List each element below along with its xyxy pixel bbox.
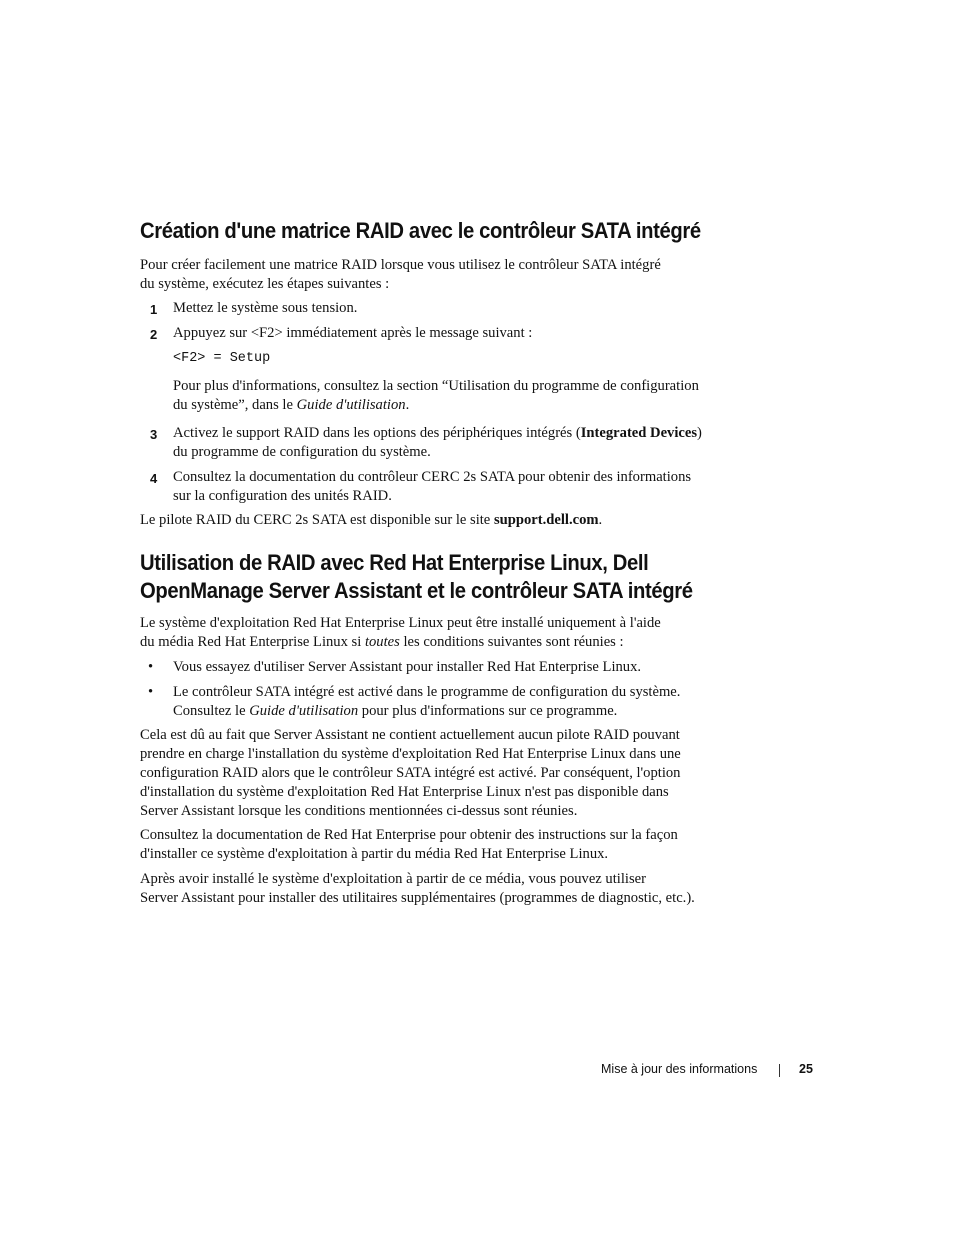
bullet-text: Vous essayez d'utiliser Server Assistant pour installer Red Hat Enterprise Linux. [173,659,642,675]
note-text: . [405,397,410,413]
driver-availability [140,511,780,530]
paragraph-line: Cela est dû au fait que Server Assistant ne contient actuellement aucun pilote RAID pouvant [140,727,680,743]
bullet-icon: • [148,659,154,675]
note-line [173,396,763,415]
section-heading-rhel-raid [140,549,747,605]
bullet-text-part: pour plus d'informations sur ce programme. [358,703,618,719]
guide-reference: Guide d'utilisation [249,703,359,719]
intro-line: Le système d'exploitation Red Hat Enterprise Linux peut être installé uniquement à l'aide [140,615,661,631]
documentation-paragraph [140,826,780,864]
step-text: Appuyez sur <F2> immédiatement après le message suivant : [173,325,533,341]
step-2-note [173,377,763,415]
bullet-line: Le contrôleur SATA intégré est activé dans le programme de configuration du système. [173,684,681,700]
step-text-part: Activez le support RAID dans les options des périphériques intégrés ( [173,425,581,441]
paragraph-line: d'installer ce système d'exploitation à partir du média Red Hat Enterprise Linux. [140,846,609,862]
explanation-paragraph [140,726,780,821]
page-number: 25 [799,1062,813,1076]
step-text [173,468,748,506]
step-text [173,424,748,462]
intro-line: du système, exécutez les étapes suivantes : [140,276,390,292]
driver-text: . [598,512,603,528]
section1-intro [140,256,780,294]
step-text-part: ) [697,425,702,441]
intro-text: du média Red Hat Enterprise Linux si [140,634,365,650]
section2-intro [140,614,780,652]
bullet-line [173,702,748,721]
emphasis: toutes [364,634,400,650]
paragraph-line: Après avoir installé le système d'exploitation à partir de ce média, vous pouvez utiliser [140,871,646,887]
step-line: Consultez la documentation du contrôleur CERC 2s SATA pour obtenir des informations [173,469,692,485]
bullet-icon: • [148,684,154,700]
footer-divider [779,1064,780,1077]
intro-line [140,633,780,652]
paragraph-line: Consultez la documentation de Red Hat Enterprise pour obtenir des instructions sur la façon [140,827,678,843]
intro-text: les conditions suivantes sont réunies : [399,634,624,650]
heading-line: OpenManage Server Assistant et le contrôleur SATA intégré [140,578,693,603]
step-number: 2 [150,327,158,342]
heading-line: Utilisation de RAID avec Red Hat Enterprise Linux, Dell [140,550,649,575]
step-text: Mettez le système sous tension. [173,300,358,316]
footer-section-name: Mise à jour des informations [601,1062,758,1076]
paragraph-line: prendre en charge l'installation du système d'exploitation Red Hat Enterprise Linux dans une [140,746,681,762]
step-number: 3 [150,427,158,442]
step-line: du programme de configuration du système. [173,444,431,460]
driver-text: Le pilote RAID du CERC 2s SATA est disponible sur le site [140,512,494,528]
paragraph-line: Server Assistant lorsque les conditions mentionnées ci-dessus sont réunies. [140,803,578,819]
guide-reference: Guide d'utilisation [296,397,406,413]
paragraph-line: configuration RAID alors que le contrôleur SATA intégré est activé. Par conséquent, l'option [140,765,681,781]
note-text: du système”, dans le [173,397,297,413]
note-line: Pour plus d'informations, consultez la section “Utilisation du programme de configuration [173,378,699,394]
step-line: sur la configuration des unités RAID. [173,488,392,504]
intro-line: Pour créer facilement une matrice RAID lorsque vous utilisez le contrôleur SATA intégré [140,257,661,273]
bullet-text-part: Consultez le [173,703,250,719]
code-sample: <F2> = Setup [173,351,271,366]
section-heading-raid-creation: Création d'une matrice RAID avec le contrôleur SATA intégré [140,218,701,243]
menu-term: Integrated Devices [580,425,698,441]
post-install-paragraph [140,870,780,908]
paragraph-line: d'installation du système d'exploitation Red Hat Enterprise Linux n'est pas disponible dans [140,784,669,800]
step-line [173,424,748,443]
step-number: 4 [150,471,158,486]
step-number: 1 [150,302,158,317]
bullet-text [173,683,748,721]
paragraph-line: Server Assistant pour installer des utilitaires supplémentaires (programmes de diagnostic, etc.). [140,890,695,906]
support-site-link[interactable]: support.dell.com [493,512,599,528]
